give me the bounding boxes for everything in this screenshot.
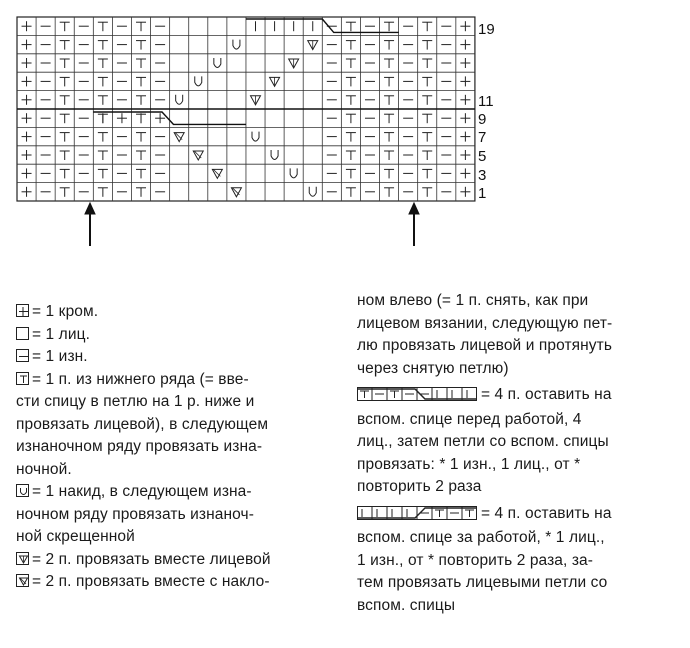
row-label-3: 3 — [478, 167, 487, 184]
row-label-5: 5 — [478, 148, 487, 165]
row-label-11: 11 — [478, 93, 494, 110]
legend-ssk-continued: ном влево (= 1 п. снять, как при лицевом вязании, следующую пет- лю провязать лицевой и протянуть через снятую петлю) — [357, 292, 613, 377]
legend-cable-back: = 4 п. оставить на вспом. спице за работой, * 1 лиц., 1 изн., от * повторить 2 раза, за- тем провязать лицевыми петли со вспом. спицы — [357, 504, 612, 614]
legend-purl: = 1 изн. — [16, 346, 346, 369]
repeat-start-arrow — [85, 203, 95, 214]
row-label-1: 1 — [478, 185, 487, 202]
row-label-19: 19 — [478, 21, 495, 38]
edge-stitch-icon — [16, 304, 29, 317]
legend-k2tog: = 2 п. провязать вместе лицевой — [16, 549, 346, 572]
cable-back-icon — [357, 505, 477, 528]
knit-stitch-icon — [16, 327, 29, 340]
legend-ssk: = 2 п. провязать вместе с накло- — [16, 571, 346, 594]
legend-right-column — [357, 290, 687, 617]
t-stitch-icon — [16, 372, 29, 385]
chart-grid — [0, 0, 690, 250]
purl-stitch-icon — [16, 349, 29, 362]
legend-left-column — [16, 301, 346, 594]
k2tog-icon — [16, 552, 29, 565]
legend-t-stitch: = 1 п. из нижнего ряда (= вве- сти спицу в петлю на 1 р. ниже и провязать лицевой), в следующем изнаночном ряду провязать изна- ночной. — [16, 370, 269, 478]
legend-yarn-over: = 1 накид, в следующем изна- ночном ряду провязать изнаноч- ной скрещенной — [16, 483, 254, 545]
row-label-9: 9 — [478, 111, 487, 128]
repeat-end-arrow — [409, 203, 419, 214]
row-label-7: 7 — [478, 129, 487, 146]
legend-knit: = 1 лиц. — [16, 324, 346, 347]
ssk-icon — [16, 574, 29, 587]
knitting-chart — [0, 0, 690, 250]
cable-front-icon — [357, 386, 477, 409]
legend-edge: = 1 кром. — [16, 301, 346, 324]
yarn-over-icon — [16, 484, 29, 497]
legend-cable-front: = 4 п. оставить на вспом. спице перед работой, 4 лиц., затем петли со вспом. спицы провязать: * 1 изн., 1 лиц., от * повторить 2 раза — [357, 386, 612, 495]
